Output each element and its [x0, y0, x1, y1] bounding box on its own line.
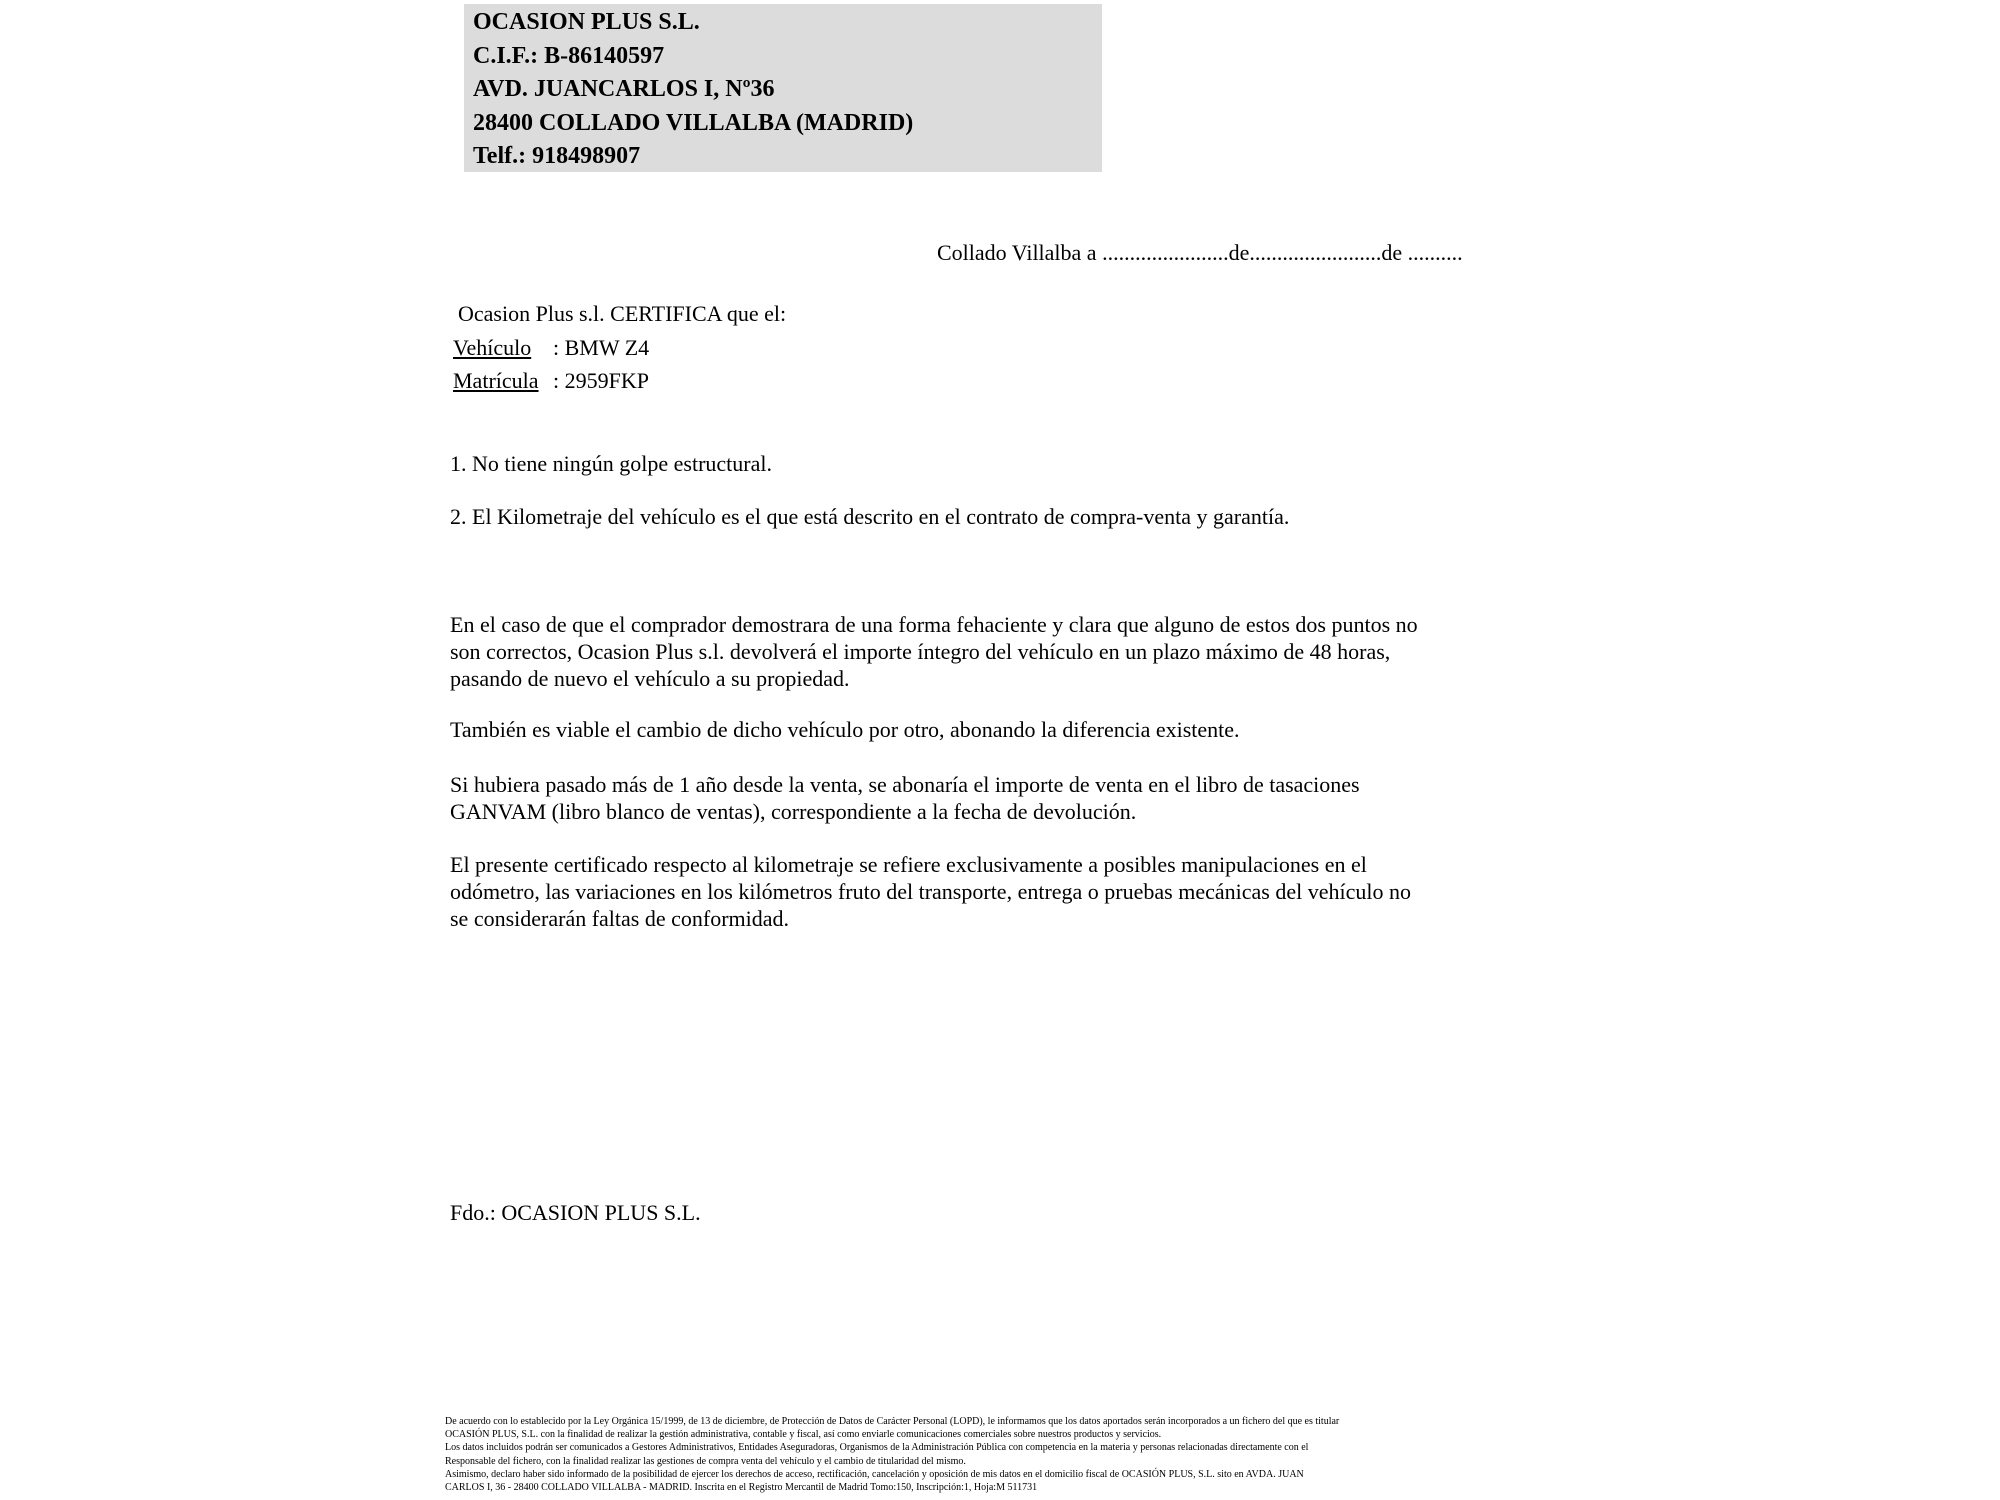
legal-paragraph-rights: Asimismo, declaro haber sido informado de la posibilidad de ejercer los derechos de acceso, rectificación, cancelación y oposición de mis datos en el domicilio fiscal de OCASIÓN PLUS, S.L. sito en AVDA. JUAN CARLOS I, 36 - 28400 COLLADO VILLALBA - MADRID. Inscrita en el Registro Mercantil de Madrid Tomo:150, Inscripción:1, Hoja:M 511731 — [445, 1468, 1304, 1494]
vehicle-label: Vehículo — [453, 334, 532, 360]
condition-point-2: 2. El Kilometraje del vehículo es el que está descrito en el contrato de compra-venta y garantía. — [450, 504, 1290, 529]
legal-paragraph-lopd: De acuerdo con lo establecido por la Ley Orgánica 15/1999, de 13 de diciembre, de Protección de Datos de Carácter Personal (LOPD), le informamos que los datos aportados serán incorporados a un fichero del que es titular OCASIÓN PLUS, S.L. con la finalidad de realizar la gestión administrativa, contable y fiscal, así como enviarle comunicaciones comerciales sobre nuestros productos y servicios. — [445, 1416, 1340, 1441]
vehicle-value: : BMW Z4 — [553, 334, 650, 360]
legal-paragraph-data-sharing: Los datos incluidos podrán ser comunicados a Gestores Administrativos, Entidades Aseguradoras, Organismos de la Administración Pública con competencia en la materia y personas relacionadas directamente con el Responsable del fichero, con la finalidad realizar las gestiones de compra venta del vehículo y el cambio de titularidad del mismo. — [445, 1442, 1309, 1467]
signature-line: Fdo.: OCASION PLUS S.L. — [450, 1200, 701, 1225]
certificate-block — [453, 297, 786, 398]
plate-value: : 2959FKP — [553, 368, 649, 393]
paragraph-refund-guarantee: En el caso de que el comprador demostrara de una forma fehaciente y clara que alguno de estos dos puntos no son correctos, Ocasion Plus s.l. devolverá el importe íntegro del vehículo en un plazo máximo de 48 horas, pasando de nuevo el vehículo a su propiedad. — [450, 612, 1418, 691]
condition-point-1: 1. No tiene ningún golpe estructural. — [450, 451, 772, 476]
certificate-intro: Ocasion Plus s.l. CERTIFICA que el: — [458, 301, 787, 326]
paragraph-ganvam-valuation: Si hubiera pasado más de 1 año desde la venta, se abonaría el importe de venta en el libro de tasaciones GANVAM (libro blanco de ventas), correspondiente a la fecha de devolución. — [450, 772, 1360, 824]
vehicle-row — [453, 331, 786, 365]
paragraph-vehicle-exchange: También es viable el cambio de dicho vehículo por otro, abonando la diferencia existente. — [450, 717, 1240, 742]
company-header-box: OCASION PLUS S.L. C.I.F.: B-86140597 AVD. JUANCARLOS I, Nº36 28400 COLLADO VILLALBA (MADRID) Telf.: 918498907 — [464, 4, 1102, 172]
plate-row — [453, 364, 786, 398]
date-line: Collado Villalba a .......................de........................de .......... — [937, 240, 1463, 265]
plate-label: Matrícula — [453, 368, 539, 393]
paragraph-odometer-disclaimer: El presente certificado respecto al kilometraje se refiere exclusivamente a posibles manipulaciones en el odómetro, las variaciones en los kilómetros fruto del transporte, entrega o pruebas mecánicas del vehículo no se considerarán faltas de conformidad. — [450, 852, 1411, 931]
legal-footer — [445, 1415, 1339, 1494]
